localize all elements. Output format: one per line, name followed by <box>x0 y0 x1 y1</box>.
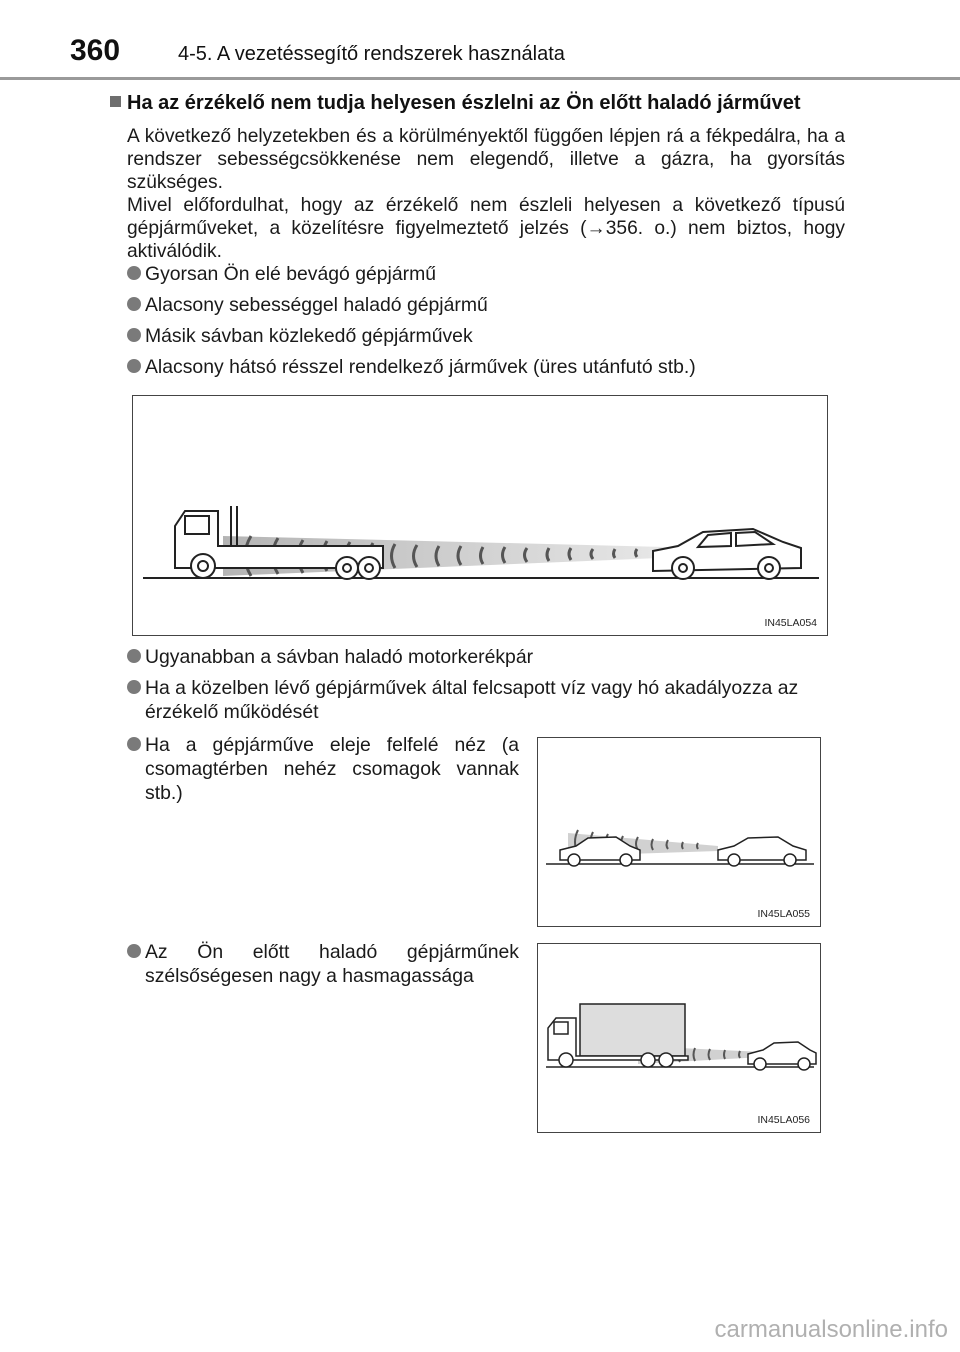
header-divider <box>0 77 960 80</box>
intro-paragraph-1: A következő helyzetekben és a körülményektől függően lépjen rá a fékpedálra, ha a rendszer sebességcsökkenése nem elegendő, illetve a gázra, ha gyorsítás szükséges. <box>127 126 845 193</box>
bullet-icon <box>127 266 141 280</box>
figure-code: IN45LA054 <box>764 617 817 629</box>
list-item <box>127 293 845 317</box>
list-item <box>127 355 845 379</box>
figure-large-truck <box>537 943 821 1133</box>
truck-icon <box>548 1004 688 1067</box>
list-item <box>127 262 845 286</box>
bullet-icon <box>127 297 141 311</box>
list-item <box>127 645 845 669</box>
section-heading <box>110 92 801 115</box>
list-item <box>127 676 845 724</box>
list-item-text: Ha a közelben lévő gépjárművek által felcsapott víz vagy hó akadályozza az érzékelő működését <box>145 677 799 723</box>
car-icon <box>653 529 801 579</box>
intro-paragraph-2 <box>127 194 845 263</box>
large-truck-illustration <box>538 944 822 1134</box>
list-item-text: Alacsony sebességgel haladó gépjármű <box>145 294 488 316</box>
figure-two-cars <box>537 737 821 927</box>
figure-code: IN45LA056 <box>757 1114 810 1126</box>
bullet-icon <box>127 649 141 663</box>
list-item-text: Az Ön előtt haladó gépjárműnek szélsőségesen nagy a hasmagassága <box>145 941 519 987</box>
bullet-icon <box>127 944 141 958</box>
section-heading-text: Ha az érzékelő nem tudja helyesen észlelni az Ön előtt haladó járművet <box>127 92 801 114</box>
intro-paragraph-2-end: nem biztos, hogy aktiválódik. <box>127 218 845 262</box>
list-item <box>127 324 845 348</box>
section-square-icon <box>110 96 121 107</box>
list-item-text: Másik sávban közlekedő gépjárművek <box>145 325 473 347</box>
list-item <box>127 940 519 988</box>
page-number: 360 <box>70 34 121 67</box>
truck-trailer-illustration <box>133 396 829 637</box>
list-item-text: Alacsony hátsó résszel rendelkező járművek (üres utánfutó stb.) <box>145 356 696 378</box>
watermark: carmanualsonline.info <box>714 1316 948 1343</box>
bullet-icon <box>127 359 141 373</box>
bullet-icon <box>127 737 141 751</box>
intro-paragraph-2-text: Mivel előfordulhat, hogy az érzékelő nem észleli helyesen a következő típusú gépjárműveket, a közelítésre figyelmeztető jelzés ( <box>127 195 845 239</box>
bullet-icon <box>127 680 141 694</box>
car-icon <box>748 1042 816 1070</box>
bullet-icon <box>127 328 141 342</box>
list-item-text: Ha a gépjárműve eleje felfelé néz (a csomagtérben nehéz csomagok vannak stb.) <box>145 734 519 804</box>
chapter-title: 4-5. A vezetéssegítő rendszerek használata <box>178 43 565 65</box>
list-item-text: Gyorsan Ön elé bevágó gépjármű <box>145 263 437 285</box>
page-header <box>0 0 960 80</box>
figure-truck-trailer <box>132 395 828 636</box>
arrow-icon: → <box>586 218 606 239</box>
list-item-text: Ugyanabban a sávban haladó motorkerékpár <box>145 646 534 668</box>
intro-text <box>127 125 845 263</box>
two-cars-illustration <box>538 738 822 928</box>
list-item <box>127 733 519 805</box>
page-reference-link[interactable]: 356. o.) <box>605 218 677 239</box>
figure-code: IN45LA055 <box>757 908 810 920</box>
car-icon <box>718 837 806 866</box>
